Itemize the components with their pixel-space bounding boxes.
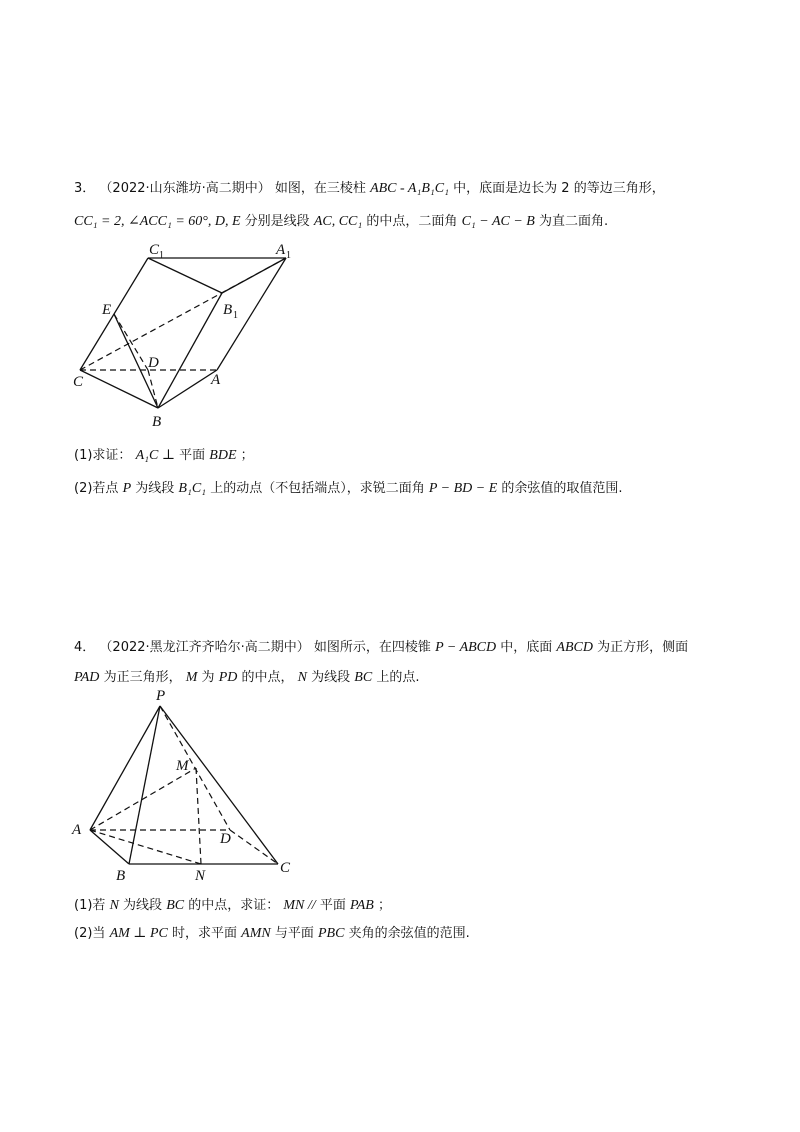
label-c1: C (149, 242, 160, 258)
label-d: D (148, 355, 159, 371)
label-b1: B (223, 302, 233, 318)
svg-text:1: 1 (286, 250, 291, 261)
q3-prism-figure (70, 236, 300, 436)
q3-line-2: CC₁ = 2, ∠ACC₁ = 60°, D, E 分别是线段 AC, CC₁ 的中点，二面角 C₁ − AC − B 为直二面角. (74, 214, 609, 229)
q3-number: 3． (74, 181, 96, 196)
label-b: B (152, 414, 162, 430)
svg-text:1: 1 (159, 250, 164, 261)
label-a: A (211, 372, 221, 388)
q3-part-1: (1)求证： A₁C ⊥ 平面 BDE ； (74, 448, 254, 463)
q3-source: （2022·山东潍坊·高二期中） (99, 181, 271, 196)
label-a: A (72, 822, 82, 838)
q3-line-1: 3． （2022·山东潍坊·高二期中） 如图，在三棱柱 ABC - A₁B₁C₁ 中，底面是边长为 2 的等边三角形， (74, 181, 665, 196)
q3-prism-expr: ABC - A₁B₁C₁ (370, 181, 449, 196)
q4-line-2: PAD 为正三角形， M 为 PD 的中点， N 为线段 BC 上的点. (74, 670, 420, 685)
label-e: E (102, 302, 112, 318)
label-c: C (73, 374, 84, 390)
label-a1: A (276, 242, 286, 258)
label-b: B (116, 868, 126, 884)
q4-part-2: (2)当 AM ⊥ PC 时，求平面 AMN 与平面 PBC 夹角的余弦值的范围. (74, 926, 470, 941)
q4-pyramid-figure (68, 688, 300, 884)
label-c: C (280, 860, 291, 876)
q4-line-1: 4． （2022·黑龙江齐齐哈尔·高二期中） 如图所示，在四棱锥 P − ABCD 中，底面 ABCD 为正方形，侧面 (74, 640, 689, 655)
svg-text:1: 1 (233, 310, 238, 321)
q4-number: 4． (74, 640, 96, 655)
q4-part-1: (1)若 N 为线段 BC 的中点，求证： MN // 平面 PAB ； (74, 898, 391, 913)
label-p: P (156, 688, 166, 704)
label-m: M (176, 758, 189, 774)
label-d: D (220, 831, 231, 847)
q4-source: （2022·黑龙江齐齐哈尔·高二期中） (99, 640, 310, 655)
q3-part-2: (2)若点 P 为线段 B₁C₁ 上的动点（不包括端点），求锐二面角 P − BD − E 的余弦值的取值范围. (74, 481, 623, 496)
label-n: N (195, 868, 206, 884)
